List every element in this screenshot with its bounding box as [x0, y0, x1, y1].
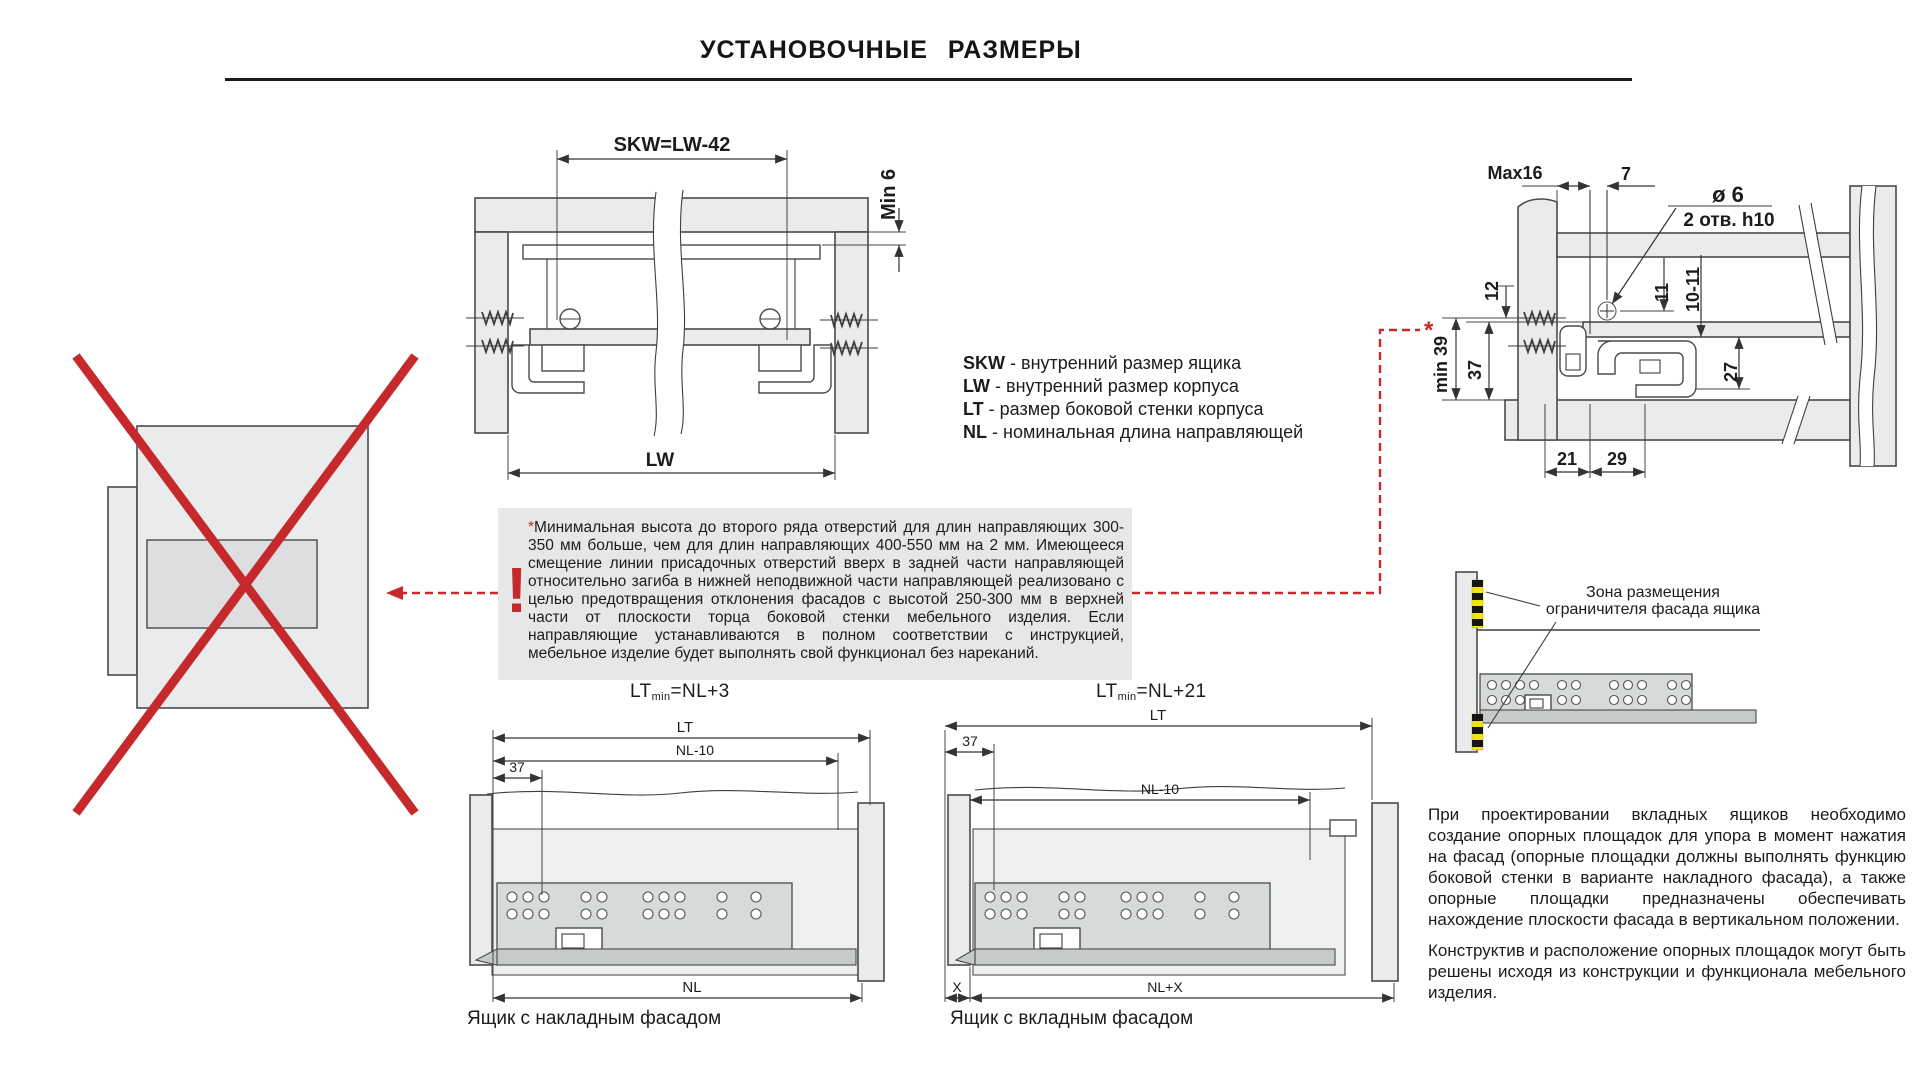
dim-10-11: 10-11 [1683, 266, 1703, 312]
term-lw: LW [963, 376, 990, 396]
dim-21: 21 [1556, 449, 1578, 469]
dim-min39: min 39 [1431, 335, 1451, 393]
definition-skw [963, 352, 1303, 375]
formula-overlay-rest: =NL+3 [670, 681, 730, 702]
dim-lw: LW [645, 450, 675, 471]
dim-lt-inset: LT [1149, 707, 1167, 724]
dim-min6: Min 6 [878, 168, 900, 220]
notes [1428, 804, 1906, 1013]
dim-37-overlay: 37 [509, 759, 525, 775]
red-asterisk: * [1424, 317, 1434, 344]
caption-overlay: Ящик с накладным фасадом [467, 1008, 722, 1029]
desc-nl: - номинальная длина направляющей [992, 422, 1304, 442]
definitions [963, 352, 1303, 444]
dim-12: 12 [1482, 280, 1502, 301]
dim-lt-overlay: LT [676, 719, 694, 736]
page-title: УСТАНОВОЧНЫЕ РАЗМЕРЫ [700, 36, 1082, 64]
dim-holes: 2 отв. h10 [1683, 210, 1775, 231]
dim-nl-overlay: NL [682, 979, 702, 996]
dim-skw: SKW=LW-42 [613, 134, 731, 156]
formula-inset [1096, 681, 1207, 703]
term-lt: LT [963, 399, 984, 419]
zone-label-line2: ограничителя фасада ящика [1545, 601, 1761, 618]
dim-diameter: ø 6 [1712, 182, 1744, 207]
dim-11: 11 [1652, 282, 1672, 302]
dim-7: 7 [1620, 164, 1632, 184]
formula-inset-sub: min [1117, 691, 1137, 703]
dim-max16: Max16 [1487, 163, 1543, 183]
warning-box [498, 508, 1132, 680]
dim-nl10-overlay: NL-10 [675, 742, 715, 758]
inset-drawer-diagram [945, 707, 1398, 1002]
desc-skw: - внутренний размер ящика [1010, 353, 1242, 373]
notes-paragraph-1: При проектировании вкладных ящиков необходимо создание опорных площадок для упора в момент нажатия на фасад (опорные площадки должны выполнять функцию боковой стенки в варианте накладного фасада), а также опорные площадки предназначены обеспечивать нахождение плоскости фасада в вертикальном положении. [1428, 805, 1906, 929]
red-arrowhead [386, 586, 403, 600]
crossed-out-drawing [76, 356, 498, 813]
formula-inset-rest: =NL+21 [1136, 681, 1207, 702]
definition-nl [963, 421, 1303, 444]
dim-nl10-inset: NL-10 [1140, 781, 1180, 797]
caption-inset: Ящик с вкладным фасадом [950, 1008, 1194, 1029]
dim-29: 29 [1606, 449, 1628, 469]
definition-lw [963, 375, 1303, 398]
notes-paragraph-2: Конструктив и расположение опорных площадок могут быть решены исходя из конструкции и функционала мебельного изделия. [1428, 941, 1906, 1002]
dim-nlx-inset: NL+X [1147, 979, 1183, 995]
top-left-diagram [466, 134, 906, 480]
warning-text [498, 508, 1132, 673]
desc-lw: - внутренний размер корпуса [995, 376, 1239, 396]
overlay-drawer-diagram [470, 719, 884, 1002]
dim-27: 27 [1721, 361, 1741, 382]
formula-inset-base: LT [1096, 681, 1118, 702]
top-right-diagram [1431, 163, 1896, 478]
zone-label-line1: Зона размещения [1586, 584, 1720, 601]
definition-lt [963, 398, 1303, 421]
term-skw: SKW [963, 353, 1005, 373]
dim-37-right: 37 [1465, 359, 1485, 380]
desc-lt: - размер боковой стенки корпуса [988, 399, 1264, 419]
dim-37-inset: 37 [962, 733, 978, 749]
formula-overlay [630, 681, 730, 703]
formula-overlay-sub: min [651, 691, 671, 703]
warning-body: Минимальная высота до второго ряда отверстий для длин направляющих 300-350 мм больше, чем для длин направляющих 400-550 мм на 2 мм. Имеющееся смещение линии присадочных отверстий вверх в задней части направляющей относительно загиба в нижней неподвижной части направляющей реализовано с целью предотвращения отклонения фасадов с высотой 250-300 мм в верхней части от плоскости торца боковой стенки мебельного изделия. Если направляющие устанавливаются в полном соответствии с инструкцией, мебельное изделие будет выполнять свой функционал без нареканий. [528, 519, 1124, 662]
zone-label [1537, 584, 1769, 618]
dim-x-inset: X [952, 979, 962, 995]
warning-asterisk: * [528, 519, 535, 536]
formula-overlay-base: LT [630, 681, 652, 702]
exclamation-icon: ! [506, 554, 528, 626]
term-nl: NL [963, 422, 987, 442]
